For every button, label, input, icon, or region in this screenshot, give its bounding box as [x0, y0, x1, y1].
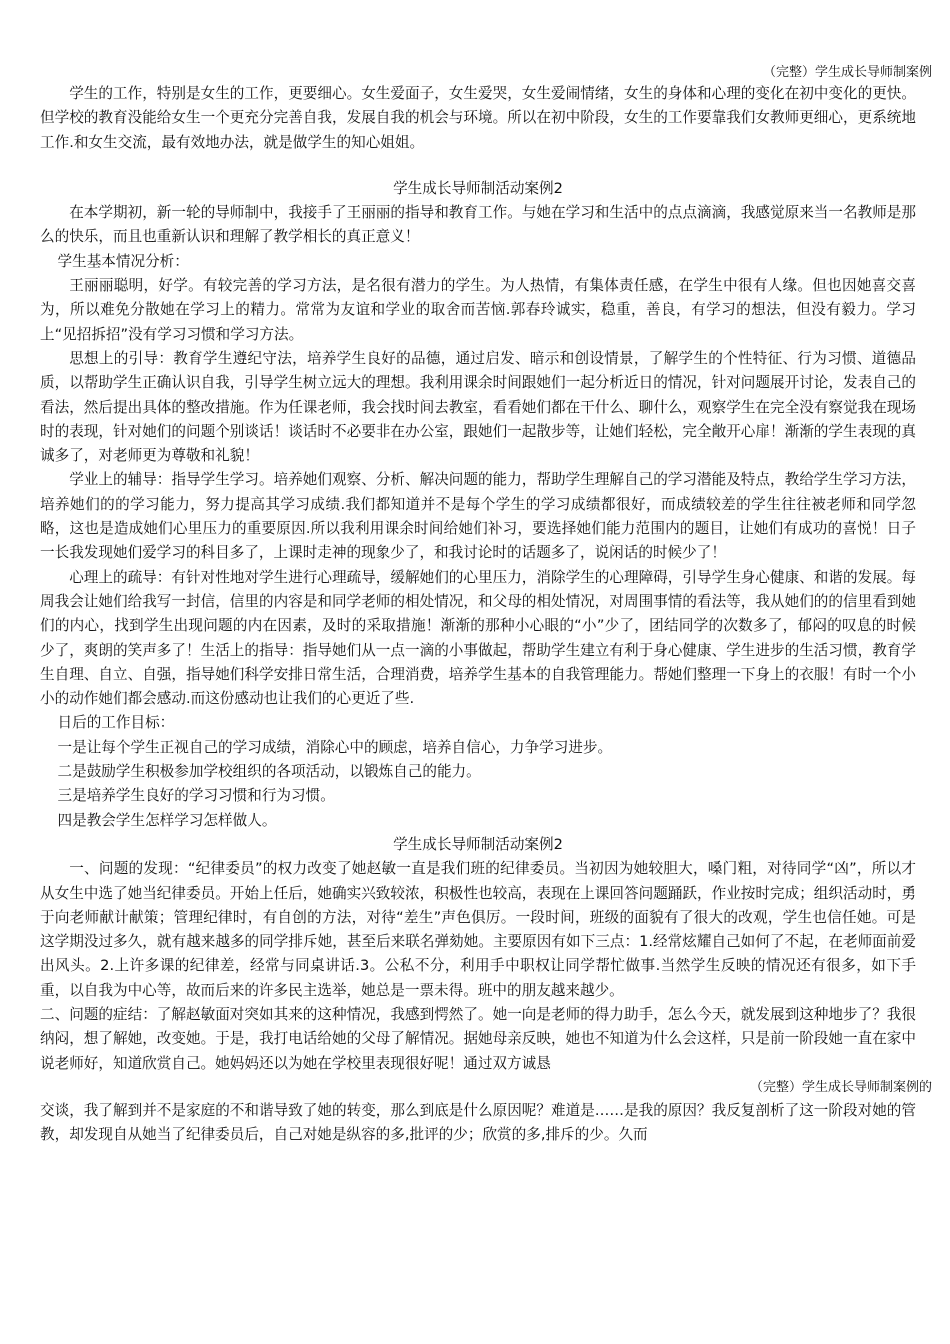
page-header-note: （完整）学生成长导师制案例 [762, 65, 932, 80]
goal-item: 四是教会学生怎样学习怎样做人。 [57, 811, 277, 829]
case-title: 学生成长导师制活动案例2 [393, 179, 563, 197]
goal-item: 二是鼓励学生积极参加学校组织的各项活动，以锻炼自己的能力。 [57, 763, 481, 781]
thought-guidance-paragraph: 思想上的引导：教育学生遵纪守法，培养学生良好的品德，通过启发、暗示和创设情景，了解学生的个性特征、行为习惯、道德品质，以帮助学生正确认识自我，引导学生树立远大的理想。我利用课余时间跟她们一起分析近日的情况，针对问题展开讨论，发表自己的看法，然后提出具体的整改措施。作为任课老师，我会找时间去教室，看看她们都在干什么、聊什么，观察学生在完全没有察觉我在现场时的表现，针对她们的问题个别谈话！谈话时不必要非在办公室，跟她们一起散步等，让她们轻松，完全敞开心扉！渐渐的学生表现的真诚多了，对老师更为尊敬和礼貌！ [40, 349, 916, 465]
goals-heading: 日后的工作目标： [57, 714, 175, 732]
problem-crux-paragraph: 二、问题的症结：了解赵敏面对突如其来的这种情况，我感到愕然了。她一向是老师的得力助手，怎么今天，就发展到这种地步了？我很纳闷，想了解她，改变她。于是，我打电话给她的父母了解情况。据她母亲反映，她也不知道为什么会这样，只是前一阶段她一直在家中说老师好，知道欣赏自己。她妈妈还以为她在学校里表现很好呢！通过双方诚恳 [40, 1005, 916, 1072]
continued-paragraph: 交谈，我了解到并不是家庭的不和谐导致了她的转变，那么到底是什么原因呢？难道是……是我的原因？我反复剖析了这一阶段对她的管教，却发现自从她当了纪律委员后，自己对她是纵容的多,批评的少；欣赏的多,排斥的少。久而 [40, 1101, 916, 1144]
page-footer-note: （完整）学生成长导师制案例的 [749, 1079, 932, 1095]
goal-item: 一是让每个学生正视自己的学习成绩，消除心中的顾虑，培养自信心，力争学习进步。 [57, 738, 613, 756]
basic-analysis-heading: 学生基本情况分析： [57, 252, 189, 270]
section-gap [40, 155, 916, 177]
problem-discovery-paragraph: 一、问题的发现：“纪律委员”的权力改变了她赵敏一直是我们班的纪律委员。当初因为她较胆大，嗓门粗，对待同学“凶”，所以才从女生中选了她当纪律委员。开始上任后，她确实兴致较浓，积极性也较高，表现在上课回答问题踊跃，作业按时完成；组织活动时，勇于向老师献计献策；管理纪律时，有自创的方法，对待“差生”声色俱厉。一段时间，班级的面貌有了很大的改观，学生也信任她。可是这学期没过多久，就有越来越多的同学排斥她，甚至后来联名弹劾她。主要原因有如下三点：1.经常炫耀自己如何了不起，在老师面前爱出风头。2.上许多课的纪律差，经常与同桌讲话.3。公私不分，利用手中职权让同学帮忙做事.当然学生反映的情况还有很多，如下手重，以自我为中心等，故而后来的许多民主选举，她总是一票未得。班中的朋友越来越少。 [40, 860, 916, 999]
study-guidance-paragraph: 学业上的辅导：指导学生学习。培养她们观察、分析、解决问题的能力，帮助学生理解自己的学习潜能及特点，教给学生学习方法，培养她们的的学习能力，努力提高其学习成绩.我们都知道并不是每个学生的学习成绩都很好，而成绩较差的学生往往被老师和同学忽略，这也是造成她们心里压力的重要原因.所以我利用课余时间给她们补习，要选择她们能力范围内的题目，让她们有成功的喜悦！日子一长我发现她们爱学习的科目多了，上课时走神的现象少了，和我讨论时的话题多了，说闲话的时候少了！ [40, 471, 916, 562]
psychological-guidance-paragraph: 心理上的疏导：有针对性地对学生进行心理疏导，缓解她们的心里压力，消除学生的心理障碍，引导学生身心健康、和谐的发展。每周我会让她们给我写一封信，信里的内容是和同学老师的相处情况，和父母的相处情况，对周围事情的看法等，我从她们的的信里看到她们的内心，找到学生出现问题的内在因素，及时的采取措施！渐渐的那种小心眼的“小”少了，团结同学的次数多了，郁闷的叹息的时候少了，爽朗的笑声多了！生活上的指导：指导她们从一点一滴的小事做起，帮助学生建立有利于身心健康、学生进步的生活习惯，教育学生自理、自立、自强，指导她们科学安排日常生活，合理消费，培养学生基本的自我管理能力。帮她们整理一下身上的衣服！有时一个小小的动作她们都会感动.而这份感动也让我们的心更近了些. [40, 568, 916, 708]
intro-paragraph: 学生的工作，特别是女生的工作，更要细心。女生爱面子，女生爱哭，女生爱闹情绪，女生的身体和心理的变化在初中变化的更快。但学校的教育没能给女生一个更充分完善自我，发展自我的机会与环境。所以在初中阶段，女生的工作要靠我们女教师更细心，更系统地工作.和女生交流，最有效地办法，就是做学生的知心姐姐。 [40, 85, 916, 151]
case-title-second: 学生成长导师制活动案例2 [393, 835, 563, 853]
basic-analysis-paragraph: 王丽丽聪明，好学。有较完善的学习方法，是名很有潜力的学生。为人热情，有集体责任感，在学生中很有人缘。但也因她喜交喜为，所以难免分散她在学习上的精力。常常为友谊和学业的取舍而苦恼.郭春玲诚实，稳重，善良，有学习的想法，但没有毅力。学习上“见招拆招”没有学习习惯和学习方法。 [40, 277, 916, 343]
case-intro-paragraph: 在本学期初，新一轮的导师制中，我接手了王丽丽的指导和教育工作。与她在学习和生活中的点点滴滴，我感觉原来当一名教师是那么的快乐，而且也重新认识和理解了教学相长的真正意义！ [40, 204, 916, 246]
goal-item: 三是培养学生良好的学习习惯和行为习惯。 [57, 787, 335, 805]
